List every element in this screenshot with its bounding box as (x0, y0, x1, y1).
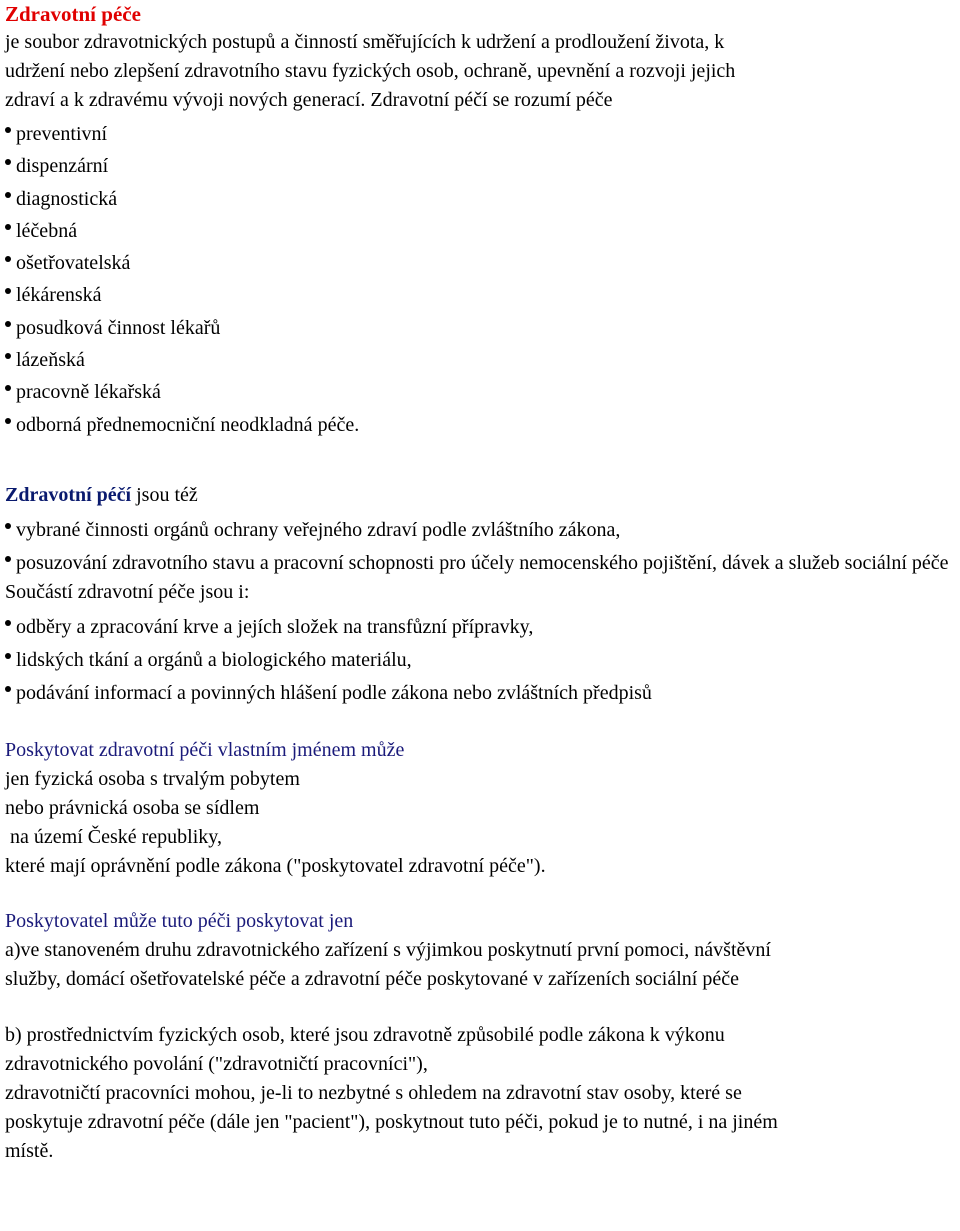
page-title: Zdravotní péče (5, 2, 141, 26)
list-item: diagnostická (5, 183, 955, 215)
list-item: lázeňská (5, 344, 955, 376)
text-line: na území České republiky, (5, 825, 222, 848)
list-item: dispenzární (5, 150, 955, 182)
bullet-icon (5, 159, 11, 165)
intro-line: je soubor zdravotnických postupů a činností směřujících k udržení a prodloužení života, k (5, 31, 725, 53)
list-item: odborná přednemocniční neodkladná péče. (5, 409, 955, 441)
bullet-icon (5, 321, 11, 327)
spacer (5, 881, 955, 907)
spacer (5, 994, 955, 1021)
heading-rest: jsou též (131, 483, 198, 506)
list-item: lékárenská (5, 279, 955, 311)
spacer (5, 710, 955, 736)
list-item: ošetřovatelská (5, 247, 955, 279)
list-item: lidských tkání a orgánů a biologického materiálu, (5, 644, 955, 677)
text-line: služby, domácí ošetřovatelské péče a zdravotní péče poskytované v zařízeních sociální péče (5, 967, 739, 990)
bullet-icon (5, 127, 11, 133)
bullet-icon (5, 385, 11, 391)
section-heading: Poskytovatel může tuto péči poskytovat jen (5, 909, 354, 932)
bullet-icon (5, 192, 11, 198)
intro-line: udržení nebo zlepšení zdravotního stavu fyzických osob, ochraně, upevnění a rozvoji jejich (5, 60, 736, 82)
bullet-icon (5, 686, 11, 692)
parts-list (5, 611, 955, 710)
bullet-icon (5, 256, 11, 262)
bullet-icon (5, 653, 11, 659)
section-heading: Poskytovat zdravotní péči vlastním jménem může (5, 738, 405, 761)
care-types-list (5, 118, 955, 441)
text-line: které mají oprávnění podle zákona ("poskytovatel zdravotní péče"). (5, 854, 546, 877)
text-line: b) prostřednictvím fyzických osob, které jsou zdravotně způsobilé podle zákona k výkonu (5, 1023, 725, 1046)
bullet-icon (5, 353, 11, 359)
text-line: místě. (5, 1139, 54, 1162)
spacer (5, 441, 955, 481)
bullet-icon (5, 556, 11, 562)
list-item: preventivní (5, 118, 955, 150)
text-line: poskytuje zdravotní péče (dále jen "pacient"), poskytnout tuto péči, pokud je to nutné, i na jiném (5, 1110, 778, 1133)
list-item: vybrané činnosti orgánů ochrany veřejného zdraví podle zvláštního zákona, (5, 514, 955, 547)
text-line: zdravotničtí pracovníci mohou, je-li to nezbytné s ohledem na zdravotní stav osoby, které se (5, 1081, 742, 1104)
list-item: posudková činnost lékařů (5, 312, 955, 344)
list-item: posuzování zdravotního stavu a pracovní schopnosti pro účely nemocenského pojištění, dávek a služeb sociální péče (5, 547, 955, 578)
list-item: léčebná (5, 215, 955, 247)
parts-heading: Součástí zdravotní péče jsou i: (5, 580, 250, 603)
bullet-icon (5, 523, 11, 529)
list-item: podávání informací a povinných hlášení podle zákona nebo zvláštních předpisů (5, 677, 955, 710)
section-heading (5, 481, 955, 510)
list-item: odběry a zpracování krve a jejích složek na transfůzní přípravky, (5, 611, 955, 644)
text-line: nebo právnická osoba se sídlem (5, 796, 260, 819)
text-line: jen fyzická osoba s trvalým pobytem (5, 767, 300, 790)
heading-emphasis: Zdravotní péčí (5, 483, 132, 506)
text-line: zdravotnického povolání ("zdravotničtí pracovníci"), (5, 1052, 428, 1075)
bullet-icon (5, 224, 11, 230)
intro-line: zdraví a k zdravému vývoji nových generací. Zdravotní péčí se rozumí péče (5, 89, 613, 111)
document-page (5, 0, 955, 1166)
text-line: a)ve stanoveném druhu zdravotnického zařízení s výjimkou poskytnutí první pomoci, návštěvní (5, 938, 771, 961)
intro-paragraph (5, 28, 955, 115)
bullet-icon (5, 418, 11, 424)
also-care-list (5, 514, 955, 578)
list-item: pracovně lékařská (5, 376, 955, 408)
bullet-icon (5, 288, 11, 294)
bullet-icon (5, 620, 11, 626)
